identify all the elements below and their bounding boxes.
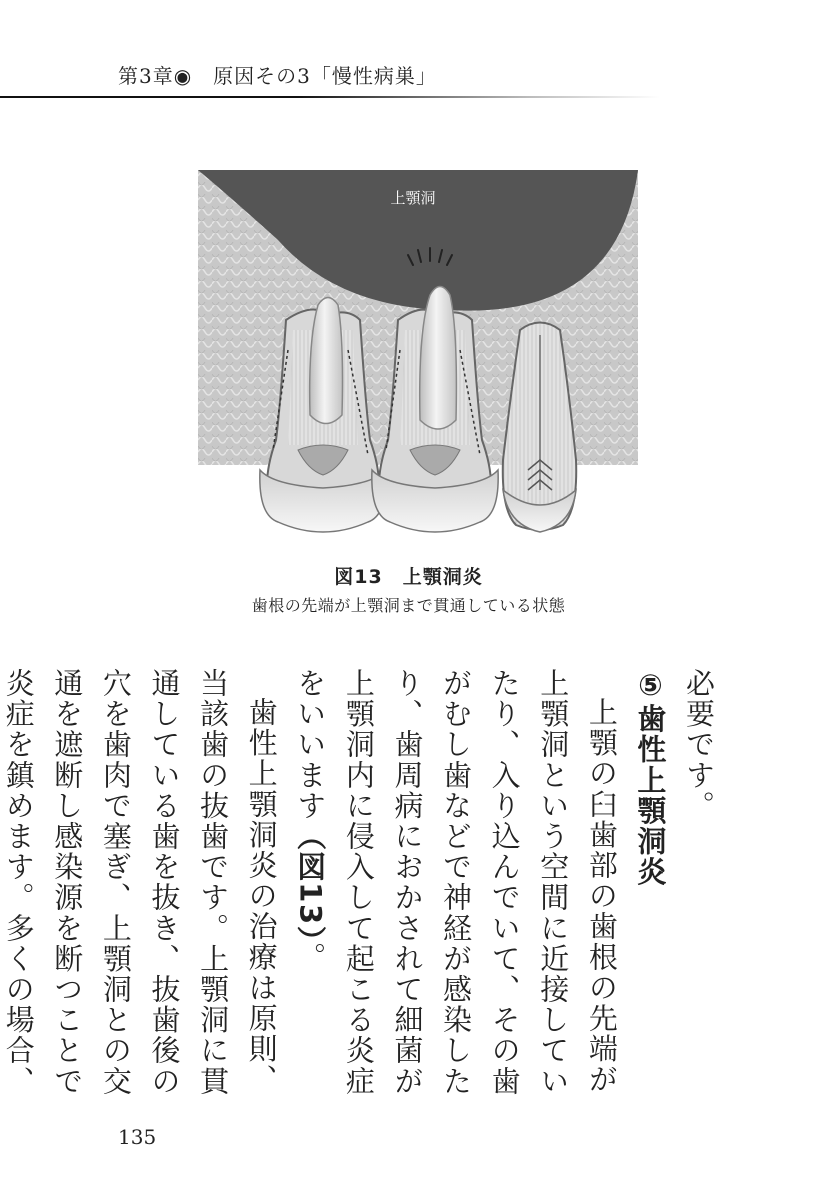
page-number: 135: [118, 1125, 157, 1149]
paragraph-definition: [286, 668, 626, 1098]
figure-reference: （図13）: [293, 821, 328, 942]
figure-title: 図13 上顎洞炎: [334, 566, 483, 588]
paragraph-continuation: 必要です。: [682, 668, 716, 821]
paragraph-definition-end: 。: [293, 941, 328, 973]
body-text: [0, 668, 723, 1098]
paragraph-definition-text: 上顎の臼歯部の歯根の先端が上顎洞という空間に近接していたり、入り込んでいて、その歯がむし歯などで神経が感染したり、歯周病におかされて細菌が上顎洞内に侵入して起こる炎症をいいます: [293, 668, 619, 1097]
sinusitis-figure: [198, 170, 638, 540]
section-heading: ⑤歯性上顎洞炎: [633, 668, 668, 888]
paragraph-treatment: 歯性上顎洞炎の治療は原則、当該歯の抜歯です。上顎洞に貫通している歯を抜き、抜歯後の穴を歯肉で塞ぎ、上顎洞との交通を遮断し感染源を断つことで炎症を鎮めます。多くの場合、: [1, 668, 279, 1097]
figure-subtitle: 歯根の先端が上顎洞まで貫通している状態: [251, 596, 566, 615]
chapter-header: 第3章◉ 原因その3「慢性病巣」: [118, 64, 437, 88]
sinus-label: 上顎洞: [390, 189, 436, 207]
header-rule: [0, 96, 660, 98]
